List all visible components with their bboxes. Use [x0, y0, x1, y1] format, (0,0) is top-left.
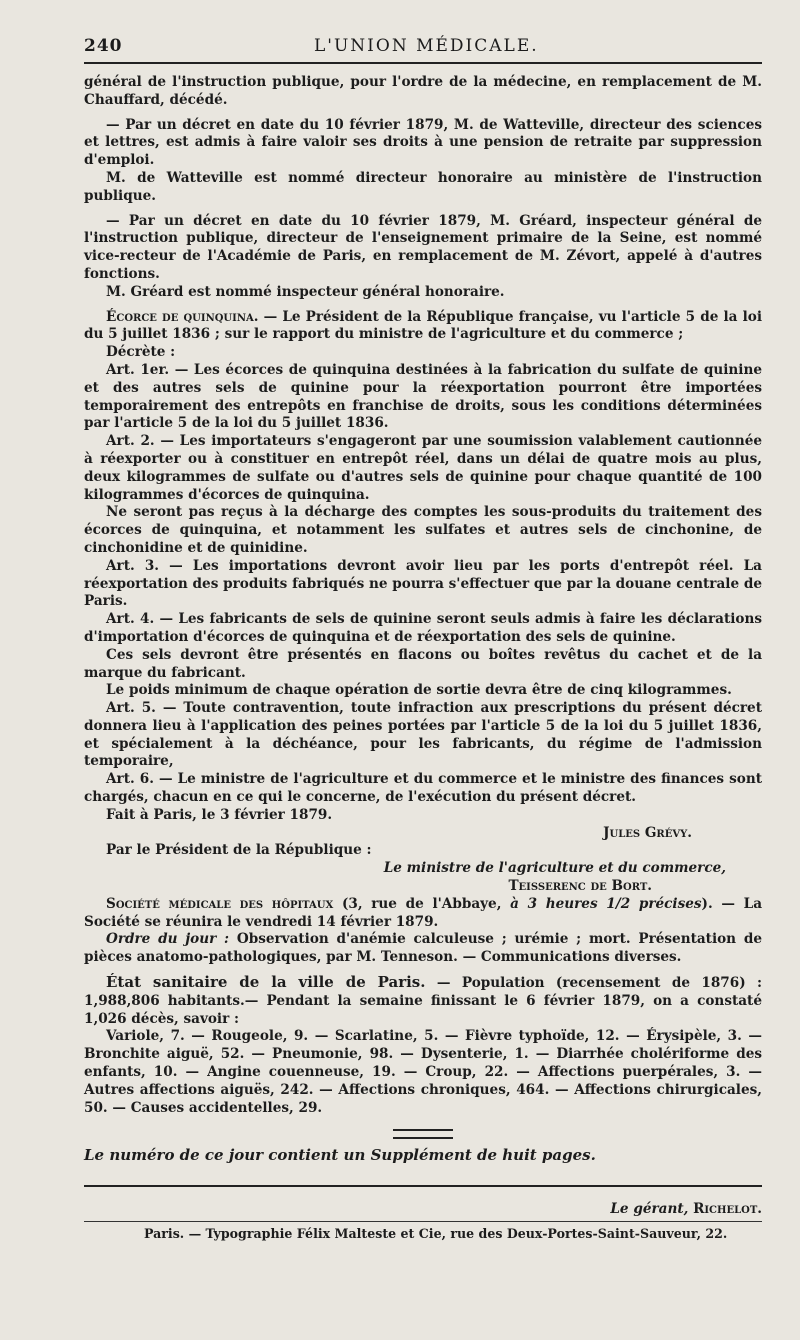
- societe-time: à 3 heures 1/2 précises: [510, 895, 702, 912]
- article-5: Art. 5. — Toute contravention, toute infraction aux prescriptions du présent décret donnera lieu à l'application des peines portées par l'article 5 de la loi du 5 juillet 1836, et spécialement à la déchéance, pour les fabricants, du régime de l'admission temporaire,: [84, 700, 762, 770]
- supplement-notice: Le numéro de ce jour contient un Supplément de huit pages.: [84, 1146, 596, 1165]
- article-body: [84, 74, 762, 1165]
- gerant-signature: [84, 1201, 762, 1217]
- etat-death-list: Variole, 7. — Rougeole, 9. — Scarlatine, 5. — Fièvre typhoïde, 12. — Érysipèle, 3. — Bronchite aiguë, 52. — Pneumonie, 98. — Dysenterie, 1. — Diarrhée cholériforme des enfants, 10. — Angine couenneuse, 19. — Croup, 22. — Affections puerpérales, 3. — Autres affections aiguës, 242. — Affections chroniques, 464. — Affections chirurgicales, 50. — Causes accidentelles, 29.: [84, 1028, 762, 1116]
- paragraph-etat-sanitaire: [84, 974, 762, 1028]
- societe-text-1: (3, rue de l'Abbaye,: [333, 895, 511, 912]
- paragraph-chauffard: général de l'instruction publique, pour l'ordre de la médecine, en remplacement de M. Chauffard, décédé.: [84, 74, 762, 108]
- ordre-label: Ordre du jour :: [106, 931, 230, 948]
- paragraph-ecorce: [84, 309, 762, 345]
- gerant-name: Richelot.: [693, 1201, 762, 1218]
- minister-name: Teisserenc de Bort.: [508, 878, 652, 895]
- etat-text: — Population (recensement de 1876) : 1,988,806 habitants.— Pendant la semaine finissant le 6 février 1879, on a constaté 1,026 décès, savoir :: [84, 975, 763, 1027]
- minister-title: Le ministre de l'agriculture et du commerce,: [383, 860, 726, 877]
- paragraph-societe: [84, 896, 762, 932]
- article-4-seals: Ces sels devront être présentés en flacons ou boîtes revêtus du cachet et de la marque du fabricant.: [84, 646, 762, 681]
- article-2: Art. 2. — Les importateurs s'engageront par une soumission valablement cautionnée à réexporter ou à constituer en entrepôt réel, dans un délai de quatre mois au plus, deux kilogrammes de sulfate ou d'autres sels de quinine pour chaque quantité de 100 kilogrammes d'écorces de quinquina.: [84, 433, 762, 503]
- page-number: 240: [84, 36, 123, 56]
- journal-title: L'UNION MÉDICALE.: [314, 36, 539, 56]
- signatory: Jules Grévy.: [603, 824, 692, 841]
- paragraph-ordre-du-jour: [84, 931, 762, 967]
- section-separator: [393, 1129, 453, 1139]
- ecorce-text: — Le Président de la République française, vu l'article 5 de la loi du 5 juillet 1836 ; sur le rapport du ministre de l'agriculture et du commerce ;: [84, 308, 762, 343]
- footer-rule: [84, 1185, 762, 1187]
- printer-imprint: Paris. — Typographie Félix Malteste et Cie, rue des Deux-Portes-Saint-Sauveur, 22.: [144, 1226, 728, 1242]
- ordre-text: Observation d'anémie calculeuse ; urémie ; mort. Présentation de pièces anatomo-pathologiques, par M. Tenneson. — Communications diverses.: [84, 931, 762, 966]
- page-header: [84, 36, 762, 64]
- etat-title: État sanitaire de la ville de Paris.: [106, 973, 426, 992]
- imprint-rule: [84, 1221, 762, 1222]
- ecorce-title: Écorce de quinquina.: [106, 308, 259, 325]
- paragraph-greard-honorary: M. Gréard est nommé inspecteur général honoraire.: [106, 283, 505, 300]
- article-4: Art. 4. — Les fabricants de sels de quinine seront seuls admis à faire les déclarations d'importation d'écorces de quinquina et de réexportation des sels de quinine.: [84, 611, 762, 645]
- paragraph-watteville-honorary: M. de Watteville est nommé directeur honoraire au ministère de l'instruction publique.: [84, 169, 762, 204]
- decrete-label: Décrète :: [106, 344, 176, 361]
- societe-text-2: ). — La Société se réunira le vendredi 14 février 1879.: [84, 895, 763, 930]
- paragraph-greard-decree: — Par un décret en date du 10 février 1879, M. Gréard, inspecteur général de l'instruction publique, directeur de l'enseignement primaire de la Seine, est nommé vice-recteur de l'Académie de Paris, en remplacement de M. Zévort, appelé à d'autres fonctions.: [84, 212, 762, 282]
- par-le-president: Par le Président de la République :: [106, 842, 372, 859]
- article-1: Art. 1er. — Les écorces de quinquina destinées à la fabrication du sulfate de quinine et des autres sels de quinine pour la réexportation pourront être importées temporairement des entrepôts en franchise de droits, sous les conditions déterminées par l'article 5 de la loi du 5 juillet 1836.: [84, 361, 762, 432]
- article-6: Art. 6. — Le ministre de l'agriculture et du commerce et le ministre des finances sont chargés, chacun en ce qui le concerne, de l'exécution du présent décret.: [84, 771, 762, 806]
- article-4-weight: Le poids minimum de chaque opération de sortie devra être de cinq kilogrammes.: [106, 682, 732, 699]
- paragraph-watteville-decree: — Par un décret en date du 10 février 1879, M. de Watteville, directeur des sciences et lettres, est admis à faire valoir ses droits à une pension de retraite par suppression d'emploi.: [84, 116, 762, 169]
- gerant-label: Le gérant,: [610, 1201, 689, 1218]
- article-2-continued: Ne seront pas reçus à la décharge des comptes les sous-produits du traitement des écorces de quinquina, et notamment les sulfates et autres sels de cinchonine, de cinchonidine et de quinidine.: [84, 504, 762, 556]
- decree-date: Fait à Paris, le 3 février 1879.: [106, 806, 333, 823]
- societe-title: Société médicale des hôpitaux: [106, 895, 334, 912]
- article-3: Art. 3. — Les importations devront avoir lieu par les ports d'entrepôt réel. La réexportation des produits fabriqués ne pourra s'effectuer que par la douane centrale de Paris.: [84, 557, 762, 610]
